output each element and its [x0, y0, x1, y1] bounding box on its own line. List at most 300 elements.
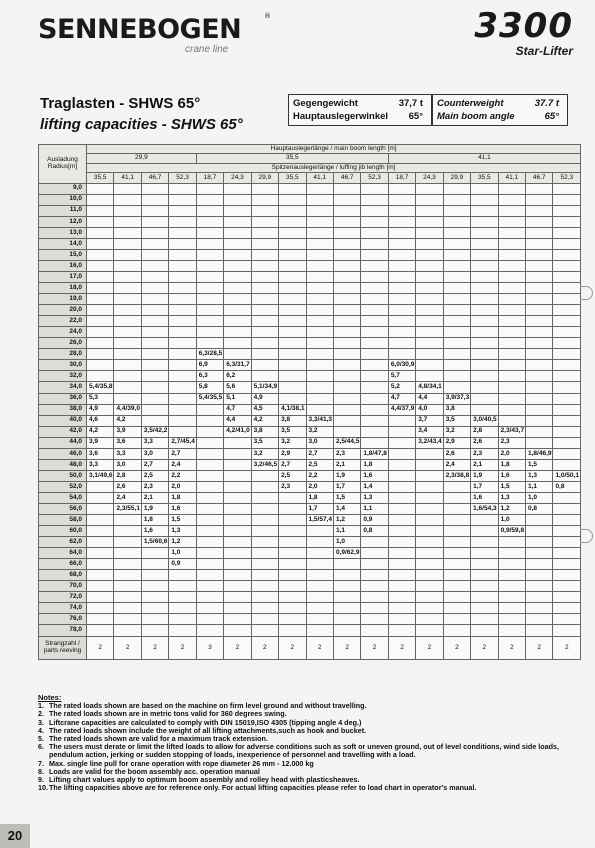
capacity-cell	[443, 271, 470, 282]
capacity-cell	[553, 371, 581, 382]
reeving-cell: 2	[114, 636, 141, 659]
jib-length-header: Spitzenauslegerlänge / luffing jib length [m]	[87, 163, 581, 172]
radius-cell: 70,0	[39, 581, 87, 592]
capacity-cell	[361, 249, 388, 260]
capacity-cell	[306, 537, 333, 548]
capacity-cell	[498, 294, 525, 305]
capacity-cell: 3,6	[114, 437, 141, 448]
capacity-cell	[114, 603, 141, 614]
capacity-cell	[87, 503, 114, 514]
capacity-cell	[526, 316, 553, 327]
capacity-cell: 4,2/41,0	[224, 426, 251, 437]
capacity-cell	[333, 614, 360, 625]
capacity-cell	[388, 283, 415, 294]
capacity-cell	[114, 526, 141, 537]
capacity-cell	[251, 316, 278, 327]
capacity-cell	[526, 271, 553, 282]
capacity-cell	[333, 426, 360, 437]
capacity-cell	[169, 349, 196, 360]
capacity-cell	[498, 371, 525, 382]
capacity-cell	[361, 305, 388, 316]
capacity-cell	[553, 548, 581, 559]
table-row	[39, 294, 581, 305]
capacity-cell	[141, 283, 168, 294]
capacity-cell	[553, 249, 581, 260]
capacity-cell	[279, 581, 306, 592]
binder-ring-mark	[580, 529, 593, 543]
capacity-cell	[498, 603, 525, 614]
capacity-cell	[279, 603, 306, 614]
capacity-cell: 3,2/46,5	[251, 459, 278, 470]
capacity-cell	[196, 559, 223, 570]
capacity-cell	[526, 327, 553, 338]
capacity-cell	[526, 260, 553, 271]
capacity-cell: 2,7	[306, 448, 333, 459]
capacity-cell	[87, 294, 114, 305]
capacity-cell: 3,8	[443, 404, 470, 415]
capacity-cell	[141, 592, 168, 603]
capacity-cell: 2,8	[114, 470, 141, 481]
capacity-cell	[388, 481, 415, 492]
capacity-cell	[87, 625, 114, 636]
capacity-cell	[498, 559, 525, 570]
capacity-cell	[498, 404, 525, 415]
capacity-cell	[416, 227, 443, 238]
capacity-cell	[114, 183, 141, 194]
capacity-cell	[114, 349, 141, 360]
capacity-cell: 1,6	[498, 470, 525, 481]
capacity-cell	[333, 559, 360, 570]
page-number: 20	[0, 824, 30, 848]
capacity-cell	[224, 603, 251, 614]
capacity-cell: 1,2	[333, 515, 360, 526]
capacity-cell	[526, 249, 553, 260]
capacity-cell	[224, 548, 251, 559]
capacity-cell: 1,5	[333, 492, 360, 503]
capacity-cell	[553, 216, 581, 227]
capacity-cell: 1,5	[498, 481, 525, 492]
capacity-cell	[388, 537, 415, 548]
capacity-cell	[498, 216, 525, 227]
capacity-cell: 1,8	[169, 492, 196, 503]
capacity-cell	[416, 271, 443, 282]
table-row	[39, 338, 581, 349]
capacity-cell: 0,9	[169, 559, 196, 570]
capacity-cell	[361, 581, 388, 592]
table-row	[39, 515, 581, 526]
capacity-cell	[498, 271, 525, 282]
capacity-cell	[87, 338, 114, 349]
capacity-cell	[224, 194, 251, 205]
capacity-cell	[306, 305, 333, 316]
capacity-cell	[361, 415, 388, 426]
capacity-cell	[443, 492, 470, 503]
capacity-cell: 3,0	[306, 437, 333, 448]
capacity-cell	[361, 437, 388, 448]
capacity-cell	[526, 581, 553, 592]
capacity-cell: 1,1	[526, 481, 553, 492]
radius-cell: 30,0	[39, 360, 87, 371]
capacity-cell	[361, 194, 388, 205]
capacity-cell	[87, 481, 114, 492]
capacity-cell	[114, 327, 141, 338]
capacity-cell	[333, 570, 360, 581]
capacity-cell	[224, 492, 251, 503]
capacity-cell	[553, 426, 581, 437]
capacity-cell	[87, 492, 114, 503]
capacity-cell	[306, 327, 333, 338]
capacity-cell	[279, 625, 306, 636]
capacity-cell	[141, 349, 168, 360]
capacity-cell: 4,7	[388, 393, 415, 404]
capacity-cell	[416, 570, 443, 581]
capacity-cell	[279, 592, 306, 603]
table-row	[39, 448, 581, 459]
main-boom-length: 35,5	[196, 154, 388, 163]
capacity-cell: 0,9/59,8	[498, 526, 525, 537]
table-row	[39, 360, 581, 371]
capacity-cell	[471, 338, 498, 349]
capacity-cell	[416, 592, 443, 603]
capacity-cell	[361, 548, 388, 559]
capacity-cell: 2,2	[306, 470, 333, 481]
capacity-cell	[388, 603, 415, 614]
capacity-cell	[526, 305, 553, 316]
capacity-cell	[498, 537, 525, 548]
capacity-cell	[526, 515, 553, 526]
capacity-cell	[526, 371, 553, 382]
capacity-cell	[471, 216, 498, 227]
capacity-cell	[87, 570, 114, 581]
table-row	[39, 316, 581, 327]
capacity-cell	[361, 625, 388, 636]
capacity-cell: 1,9	[333, 470, 360, 481]
radius-header-cell	[39, 145, 87, 184]
capacity-cell	[388, 249, 415, 260]
capacity-cell	[279, 227, 306, 238]
capacity-cell	[196, 205, 223, 216]
spec-value: 37,7 t	[398, 98, 423, 109]
capacity-cell	[279, 338, 306, 349]
capacity-cell: 1,8/46,9	[526, 448, 553, 459]
capacity-cell	[361, 537, 388, 548]
capacity-cell	[114, 537, 141, 548]
radius-cell: 15,0	[39, 249, 87, 260]
note-number: 1.	[38, 701, 44, 711]
capacity-cell	[279, 249, 306, 260]
capacity-cell	[471, 349, 498, 360]
capacity-cell: 2,7/45,4	[169, 437, 196, 448]
capacity-cell	[169, 183, 196, 194]
capacity-cell: 2,0	[306, 481, 333, 492]
capacity-cell	[333, 581, 360, 592]
capacity-cell	[306, 227, 333, 238]
capacity-cell: 1,7	[333, 481, 360, 492]
capacity-cell	[443, 294, 470, 305]
capacity-cell	[553, 503, 581, 514]
capacity-cell: 3,9	[87, 437, 114, 448]
capacity-cell	[388, 526, 415, 537]
capacity-cell	[251, 625, 278, 636]
capacity-cell	[526, 227, 553, 238]
capacity-cell	[471, 283, 498, 294]
capacity-cell	[169, 581, 196, 592]
capacity-cell	[361, 294, 388, 305]
capacity-cell	[553, 305, 581, 316]
capacity-cell	[224, 614, 251, 625]
capacity-cell	[196, 316, 223, 327]
capacity-cell	[196, 227, 223, 238]
jib-length: 35,5	[471, 173, 498, 183]
capacity-cell	[196, 481, 223, 492]
capacity-cell	[141, 371, 168, 382]
capacity-cell: 2,0	[498, 448, 525, 459]
capacity-cell	[169, 249, 196, 260]
capacity-cell	[196, 503, 223, 514]
capacity-cell	[224, 183, 251, 194]
capacity-cell	[169, 360, 196, 371]
capacity-cell	[169, 393, 196, 404]
capacity-cell	[526, 238, 553, 249]
capacity-cell	[471, 559, 498, 570]
capacity-cell	[333, 382, 360, 393]
radius-cell: 66,0	[39, 559, 87, 570]
capacity-cell	[196, 437, 223, 448]
binder-ring-mark	[580, 286, 593, 300]
capacity-cell	[141, 216, 168, 227]
capacity-cell	[196, 470, 223, 481]
capacity-cell	[553, 492, 581, 503]
capacity-cell: 2,3/55,1	[114, 503, 141, 514]
capacity-cell	[388, 294, 415, 305]
radius-cell: 16,0	[39, 260, 87, 271]
capacity-cell	[141, 305, 168, 316]
capacity-cell: 1,6	[169, 503, 196, 514]
table-row	[39, 603, 581, 614]
table-row	[39, 327, 581, 338]
capacity-cell	[333, 227, 360, 238]
capacity-cell	[443, 327, 470, 338]
radius-cell: 38,0	[39, 404, 87, 415]
radius-cell: 9,0	[39, 183, 87, 194]
capacity-cell	[388, 338, 415, 349]
jib-length: 46,7	[526, 173, 553, 183]
logo-text: SENNEBOGEN	[38, 14, 242, 45]
capacity-cell	[169, 625, 196, 636]
spec-label: Counterweight	[437, 98, 504, 109]
capacity-cell	[279, 371, 306, 382]
capacity-cell	[333, 393, 360, 404]
radius-cell: 36,0	[39, 393, 87, 404]
capacity-cell: 2,3	[333, 448, 360, 459]
capacity-cell: 5,7	[388, 371, 415, 382]
capacity-cell: 1,2	[498, 503, 525, 514]
capacity-cell	[416, 316, 443, 327]
capacity-cell	[333, 404, 360, 415]
capacity-cell	[553, 515, 581, 526]
capacity-cell: 1,3	[361, 492, 388, 503]
main-boom-header: Hauptauslegerlänge / main boom length [m]	[87, 145, 581, 154]
radius-cell: 12,0	[39, 216, 87, 227]
capacity-cell	[416, 614, 443, 625]
capacity-cell	[553, 526, 581, 537]
capacity-cell	[498, 316, 525, 327]
capacity-cell	[443, 570, 470, 581]
capacity-cell	[361, 283, 388, 294]
capacity-cell	[279, 393, 306, 404]
capacity-cell	[279, 316, 306, 327]
capacity-cell	[416, 238, 443, 249]
radius-cell: 72,0	[39, 592, 87, 603]
capacity-cell	[471, 260, 498, 271]
capacity-cell	[388, 470, 415, 481]
capacity-cell	[333, 415, 360, 426]
capacity-cell: 0,8	[361, 526, 388, 537]
capacity-cell: 4,8/34,1	[416, 382, 443, 393]
spec-label: Gegengewicht	[293, 98, 358, 109]
capacity-cell	[87, 216, 114, 227]
table-row	[39, 305, 581, 316]
capacity-cell	[498, 592, 525, 603]
capacity-cell	[361, 271, 388, 282]
capacity-cell	[251, 503, 278, 514]
capacity-cell	[279, 360, 306, 371]
capacity-cell	[306, 216, 333, 227]
capacity-cell	[87, 526, 114, 537]
capacity-cell: 1,1	[333, 526, 360, 537]
capacity-cell: 1,4	[333, 503, 360, 514]
capacity-cell: 4,7	[224, 404, 251, 415]
capacity-cell	[553, 614, 581, 625]
capacity-cell	[251, 548, 278, 559]
capacity-cell: 3,4	[416, 426, 443, 437]
capacity-cell: 0,8	[526, 503, 553, 514]
notes-heading: Notes:	[38, 693, 62, 702]
capacity-cell	[279, 559, 306, 570]
capacity-cell	[416, 205, 443, 216]
capacity-cell	[251, 227, 278, 238]
capacity-cell	[526, 426, 553, 437]
capacity-cell: 3,5	[279, 426, 306, 437]
header-row-jib	[39, 163, 581, 172]
capacity-cell	[87, 327, 114, 338]
capacity-cell	[114, 216, 141, 227]
capacity-cell	[443, 625, 470, 636]
radius-cell: 24,0	[39, 327, 87, 338]
capacity-cell	[114, 194, 141, 205]
capacity-cell	[553, 437, 581, 448]
capacity-cell: 1,6	[141, 526, 168, 537]
reeving-cell: 2	[224, 636, 251, 659]
sennebogen-logo	[38, 12, 271, 45]
capacity-cell: 2,7	[279, 459, 306, 470]
reeving-cell: 2	[553, 636, 581, 659]
reeving-cell: 2	[443, 636, 470, 659]
capacity-cell	[114, 238, 141, 249]
capacity-cell	[498, 382, 525, 393]
capacity-cell	[196, 581, 223, 592]
capacity-cell	[388, 459, 415, 470]
capacity-cell	[471, 205, 498, 216]
capacity-cell	[169, 592, 196, 603]
capacity-cell: 2,4	[443, 459, 470, 470]
capacity-cell	[306, 404, 333, 415]
reeving-label: Strangzahl / parts reeving	[43, 640, 82, 654]
capacity-cell	[306, 294, 333, 305]
capacity-cell	[141, 581, 168, 592]
capacity-cell	[416, 327, 443, 338]
note-text: The lifting capacities above are for reference only. For actual lifting capacities please refer to load chart in operator's manual.	[49, 783, 477, 793]
jib-length: 29,9	[443, 173, 470, 183]
capacity-cell	[141, 559, 168, 570]
capacity-cell	[141, 327, 168, 338]
spec-value: 65°	[544, 111, 559, 122]
note-number: 6.	[38, 742, 44, 752]
table-row	[39, 227, 581, 238]
capacity-cell	[279, 194, 306, 205]
capacity-cell	[87, 559, 114, 570]
capacity-cell	[87, 227, 114, 238]
capacity-cell	[498, 415, 525, 426]
capacity-cell	[471, 537, 498, 548]
capacity-cell	[498, 548, 525, 559]
capacity-cell	[87, 614, 114, 625]
capacity-cell: 2,3	[279, 481, 306, 492]
capacity-cell	[224, 338, 251, 349]
jib-length: 18,7	[388, 173, 415, 183]
capacity-cell	[251, 183, 278, 194]
capacity-cell	[361, 327, 388, 338]
capacity-cell	[361, 205, 388, 216]
table-row	[39, 492, 581, 503]
capacity-cell: 1,8	[361, 459, 388, 470]
radius-cell: 68,0	[39, 570, 87, 581]
capacity-cell	[443, 382, 470, 393]
reeving-cell: 2	[333, 636, 360, 659]
reeving-cell: 2	[169, 636, 196, 659]
capacity-cell: 5,3	[87, 393, 114, 404]
jib-length: 46,7	[333, 173, 360, 183]
capacity-cell	[114, 548, 141, 559]
capacity-cell	[388, 415, 415, 426]
note-number: 5.	[38, 734, 44, 744]
capacity-cell	[279, 537, 306, 548]
capacity-cell	[141, 260, 168, 271]
capacity-cell: 1,6	[471, 492, 498, 503]
capacity-cell	[361, 216, 388, 227]
radius-cell: 22,0	[39, 316, 87, 327]
capacity-cell	[333, 603, 360, 614]
capacity-cell	[251, 194, 278, 205]
capacity-cell	[553, 603, 581, 614]
capacity-cell	[498, 183, 525, 194]
note-number: 9.	[38, 775, 44, 785]
capacity-cell	[141, 614, 168, 625]
capacity-cell: 4,5	[251, 404, 278, 415]
capacity-cell	[416, 459, 443, 470]
table-row	[39, 614, 581, 625]
capacity-cell: 0,9/62,9	[333, 548, 360, 559]
capacity-cell	[169, 316, 196, 327]
table-row	[39, 249, 581, 260]
capacity-cell: 4,2	[251, 415, 278, 426]
capacity-cell	[306, 205, 333, 216]
radius-header-label: Ausladung Radius[m]	[47, 156, 78, 170]
capacity-cell	[169, 283, 196, 294]
capacity-cell	[553, 205, 581, 216]
capacity-cell: 3,6	[87, 448, 114, 459]
capacity-cell	[553, 227, 581, 238]
